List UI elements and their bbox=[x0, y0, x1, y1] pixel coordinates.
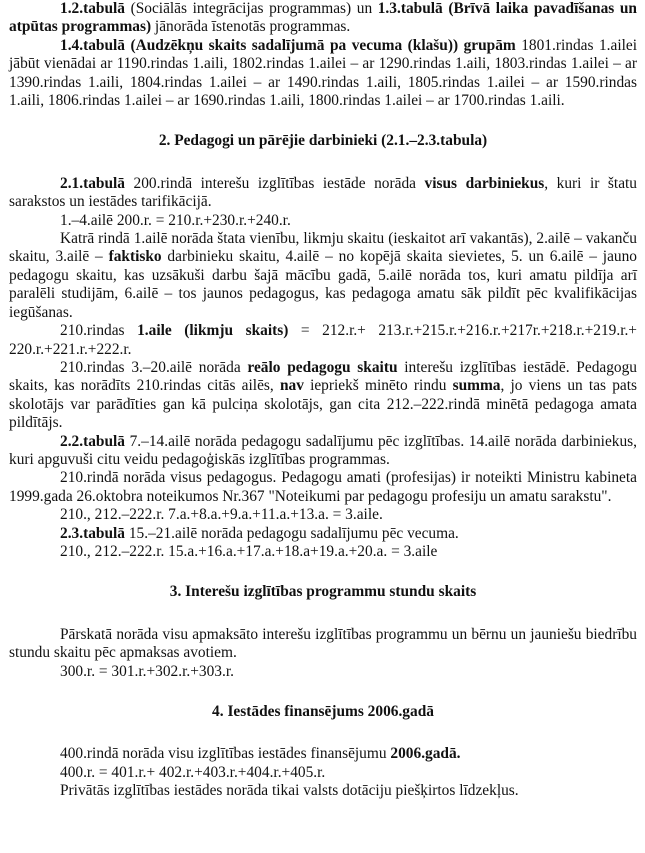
bold-ref: 2.2.tabulā bbox=[60, 432, 125, 450]
section-heading-3: 3. Interešu izglītības programmu stundu skaits bbox=[169, 583, 477, 601]
paragraph-private: Privātās izglītības iestādes norāda tikai valsts dotāciju piešķirtos līdzekļus. bbox=[60, 782, 519, 800]
text: , jo viens un tas pats skolotājs var parādīties gan kā pulciņa skolotājs, gan cita 212.–222.rindā minētā pedagoga amata pildītājs. bbox=[9, 377, 638, 432]
text: interešu izglītības iestādē. Pedagogu skaits, kas norādīts 210.rindas citās ailēs, bbox=[9, 358, 638, 395]
bold-ref: 1.3.tabulā (Brīvā laika pavadīšanas un atpūtas programmas) bbox=[9, 0, 637, 36]
text: 400.rindā norāda visu izglītības iestādes finansējumu bbox=[60, 745, 391, 763]
paragraph-table-1-4 bbox=[9, 37, 637, 111]
bold-emphasis: faktisko bbox=[108, 248, 162, 266]
paragraph-table-2-2 bbox=[9, 433, 637, 470]
paragraph-table-2-3 bbox=[9, 525, 637, 543]
bold-emphasis: 1.aile (likmju skaits) bbox=[137, 322, 289, 340]
formula-age: 210., 212.–222.r. 15.a.+16.a.+17.a.+18.a+19.a.+20.a. = 3.aile bbox=[60, 542, 438, 560]
bold-ref: 1.2.tabulā bbox=[60, 0, 125, 17]
paragraph-regulations: 210.rindā norāda visus pedagogus. Pedagogu amati (profesijas) ir noteikti Ministru kabineta 1999.gada 26.oktobra noteikumos Nr.367 "Noteikumi par pedagogu profesiju un amatu sarakstu". bbox=[9, 469, 637, 505]
paragraph-columns bbox=[9, 230, 637, 322]
text: jānorāda īstenotās programmas. bbox=[151, 18, 351, 36]
text: 1801.rindas 1.ailei jābūt vienādai ar 1190.rindas 1.aili, 1802.rindas 1.ailei – ar 1290.rindas 1.aili, 1803.rindas 1.ailei – ar 1390.rindas 1.aili, 1804.rindas 1.ailei – ar 1490.rindas 1.aili, 1805.rindas 1.ailei – ar 1590.rindas 1.aili, 1806.rindas 1.ailei – ar 1690.rindas 1.aili, 1800.rindas 1.ailei – ar 1700.rindas 1.aili. bbox=[9, 36, 637, 110]
bold-ref: 2.3.tabulā bbox=[60, 524, 125, 542]
paragraph-financing bbox=[9, 745, 637, 763]
section-heading-2: 2. Pedagogi un pārējie darbinieki (2.1.–2.3.tabula) bbox=[158, 132, 488, 150]
text: = 212.r.+ 213.r.+215.r.+216.r.+217r.+218.r.+219.r.+ 220.r.+221.r.+222.r. bbox=[9, 322, 637, 358]
text: , kuri ir štatu sarakstos un iestādes tarifikācijā. bbox=[9, 174, 638, 211]
paragraph-table-2-1 bbox=[9, 175, 637, 212]
text: (Sociālās integrācijas programmas) un bbox=[125, 0, 378, 17]
formula-200: 1.–4.ailē 200.r. = 210.r.+230.r.+240.r. bbox=[60, 211, 291, 229]
text: Katrā rindā 1.ailē norāda štata vienību, likmju skaitu (ieskaitot arī vakantās), 2.ailē – vakanču skaitu, 3.ailē – bbox=[9, 230, 637, 266]
formula-400: 400.r. = 401.r.+ 402.r.+403.r.+404.r.+405.r. bbox=[60, 763, 326, 781]
text: iepriekš minēto rindu bbox=[303, 377, 453, 395]
formula-300: 300.r. = 301.r.+302.r.+303.r. bbox=[60, 662, 234, 680]
formula-education: 210., 212.–222.r. 7.a.+8.a.+9.a.+11.a.+13.a. = 3.aile. bbox=[60, 506, 383, 524]
bold-emphasis: visus darbiniekus bbox=[424, 174, 545, 192]
bold-emphasis: reālo pedagogu skaitu bbox=[247, 358, 398, 376]
formula-210 bbox=[9, 322, 637, 359]
text: 200.rindā interešu izglītības iestāde norāda bbox=[125, 174, 425, 192]
bold-emphasis: nav bbox=[279, 377, 304, 395]
text: 210.rindas bbox=[60, 322, 138, 340]
text: darbinieku skaitu, 4.ailē – no kopējā skaita sievietes, 5. un 6.ailē – jauno pedagogu skaitu, kas uzsākuši darbu šajā mācību gadā, 5.ailē norāda tos, kuri amatu pildīja arī paralēli studijām, 6.ailē – tos jaunos pedagogus, kas pedagoga amatu sāk pildīt pēc kvalifikācijas iegūšanas. bbox=[9, 248, 638, 321]
paragraph-real-teachers bbox=[9, 359, 637, 433]
paragraph-tables-1-2-1-3 bbox=[9, 0, 637, 37]
bold-emphasis: summa bbox=[452, 377, 501, 395]
bold-ref: 1.4.tabulā (Audzēkņu skaits sadalījumā pa vecuma (klašu)) grupām bbox=[60, 36, 516, 54]
section-heading-4: 4. Iestādes finansējums 2006.gadā bbox=[212, 703, 434, 720]
text: 7.–14.ailē norāda pedagogu sadalījumu pēc izglītības. 14.ailē norāda darbiniekus, kuri apguvuši citu veidu pedagoģiskās izglītības programmas. bbox=[9, 432, 637, 468]
bold-ref: 2.1.tabulā bbox=[60, 174, 125, 192]
text: 210.rindas 3.–20.ailē norāda bbox=[60, 358, 248, 376]
bold-emphasis: 2006.gadā. bbox=[390, 745, 461, 763]
paragraph-hours: Pārskatā norāda visu apmaksāto interešu izglītības programmu un bērnu un jauniešu biedrību stundu skaitu pēc apmaksas avotiem. bbox=[9, 625, 637, 662]
text: 15.–21.ailē norāda pedagogu sadalījumu pēc vecuma. bbox=[125, 524, 459, 542]
